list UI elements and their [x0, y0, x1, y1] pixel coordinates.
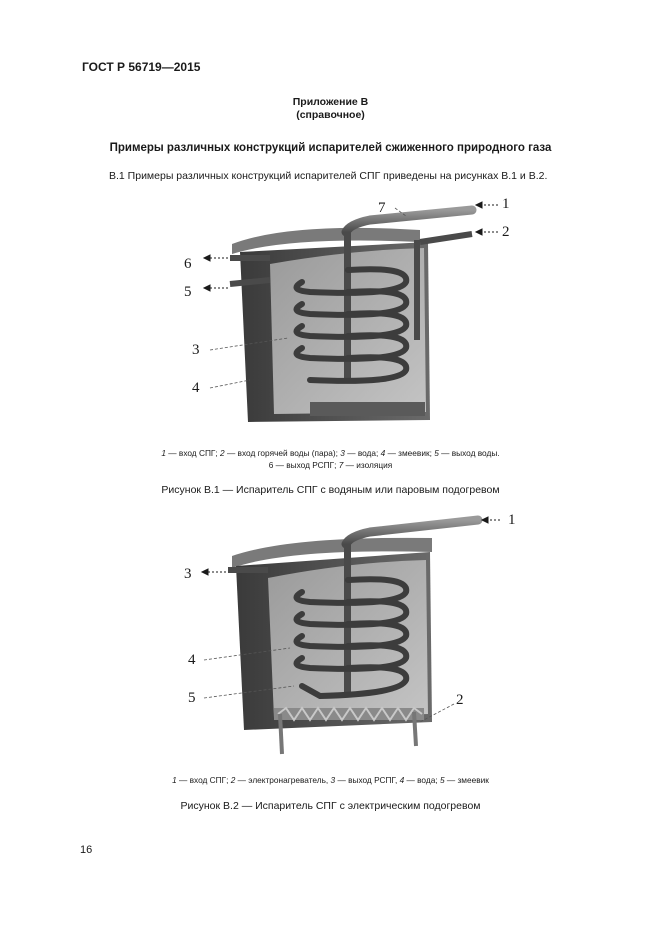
section-title: Примеры различных конструкций испарителей сжиженного природного газа [109, 142, 552, 154]
fig1-label-5: 5 [184, 284, 192, 300]
standard-id: ГОСТ Р 56719—2015 [82, 60, 201, 74]
fig1-label-3: 3 [192, 342, 200, 358]
fig1-label-4: 4 [192, 380, 200, 396]
fig2-label-5: 5 [188, 690, 196, 706]
legend-text: — электронагреватель, [235, 775, 331, 785]
figure-2-illustration [170, 508, 530, 758]
legend-text: — вода; [404, 775, 440, 785]
figure-1-legend-line-1 [0, 447, 661, 459]
legend-num: 4 [380, 448, 386, 458]
intro-paragraph: В.1 Примеры различных конструкций испарителей СПГ приведены на рисунках В.1 и В.2. [109, 170, 548, 182]
page-number: 16 [80, 844, 93, 856]
legend-num: 2 [230, 775, 236, 785]
fig2-label-2: 2 [456, 692, 464, 708]
figure-2-legend-line-1 [0, 774, 661, 786]
legend-text: — выход РСПГ; [273, 460, 339, 470]
annex-note: (справочное) [296, 109, 365, 121]
legend-num: 3 [340, 448, 345, 458]
annex-title: Приложение В [292, 96, 369, 108]
legend-num: 3 [330, 775, 336, 785]
water-outlet-pipe [230, 280, 270, 284]
fig1-label-2: 2 [502, 224, 510, 240]
legend-num: 2 [220, 448, 225, 458]
legend-num: 1 [172, 775, 177, 785]
legend-text: — змеевик; [385, 448, 435, 458]
fig2-label-3: 3 [184, 566, 192, 582]
legend-text: — вход СПГ; [176, 775, 231, 785]
fig1-label-1: 1 [502, 196, 510, 212]
fig2-label-1: 1 [508, 512, 516, 528]
legend-text: — вход горячей воды (пара); [224, 448, 341, 458]
fig1-label-6: 6 [184, 256, 192, 272]
figure-1-illustration [170, 192, 530, 442]
legend-num: 7 [338, 460, 344, 470]
legend-num: 1 [161, 448, 166, 458]
legend-text: — змеевик [444, 775, 489, 785]
legend-num: 5 [434, 448, 439, 458]
figure-1-legend-line-2 [0, 459, 661, 471]
annex-heading [0, 96, 661, 122]
hot-water-inlet-pipe [420, 234, 472, 242]
legend-num: 5 [439, 775, 445, 785]
fig1-label-7: 7 [378, 200, 386, 216]
legend-text: — вход СПГ; [166, 448, 221, 458]
tank-bottom [310, 402, 425, 416]
legend-num: 6 [268, 460, 274, 470]
figure-2-title: Рисунок В.2 — Испаритель СПГ с электрическим подогревом [180, 800, 481, 812]
fig2-label-4: 4 [188, 652, 196, 668]
legend-text: — вода; [344, 448, 381, 458]
heater-lead-right [414, 712, 416, 746]
return-pipe [414, 240, 420, 340]
figure-1-title: Рисунок В.1 — Испаритель СПГ с водяным или паровым подогревом [161, 484, 500, 496]
legend-text: — изоляция [343, 460, 393, 470]
legend-text: — выход воды. [438, 448, 500, 458]
figure-2-legend [0, 774, 661, 786]
legend-text: — выход РСПГ, [335, 775, 400, 785]
figure-1-legend [0, 447, 661, 471]
heater-lead-left [280, 714, 282, 754]
legend-num: 4 [399, 775, 405, 785]
